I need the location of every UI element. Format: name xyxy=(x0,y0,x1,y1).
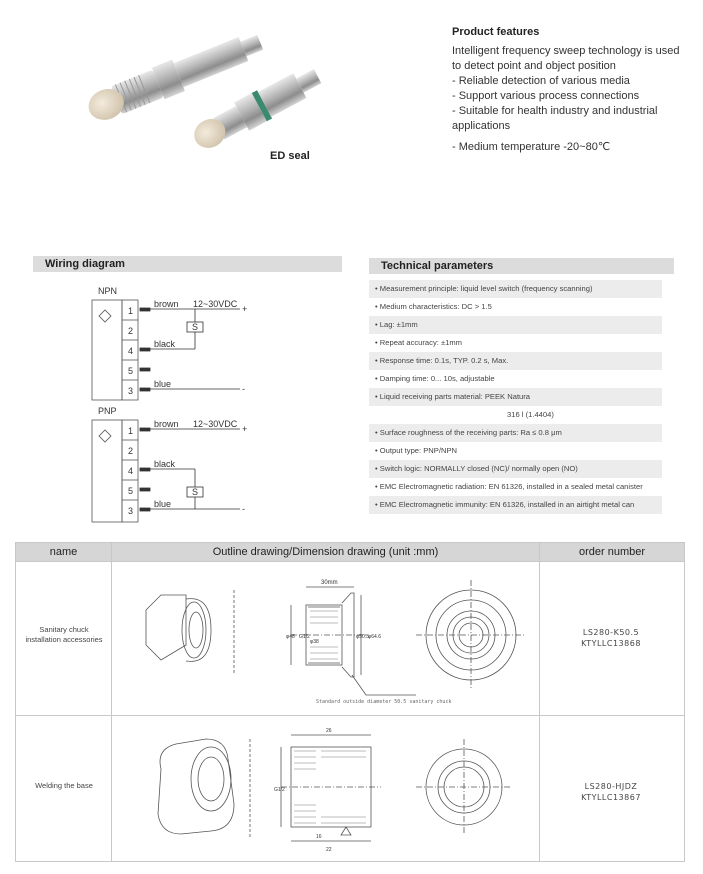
svg-text:φ50.5: φ50.5 xyxy=(356,634,369,640)
tech-param-row: • Measurement principle: liquid level switch (frequency scanning) xyxy=(369,280,662,298)
supply-voltage: 12~30VDC xyxy=(193,299,238,309)
order-number xyxy=(546,781,676,803)
svg-text:φ48: φ48 xyxy=(286,634,295,640)
pin-number: 2 xyxy=(128,446,134,456)
pin-number: 3 xyxy=(128,506,134,516)
tech-param-row: 316 l (1.4404) xyxy=(507,410,554,419)
order-code: LS280-HJDZ xyxy=(584,782,638,791)
drawing-note: Standard outside diameter 50.5 sanitary chuck xyxy=(316,699,452,705)
order-code: LS280-K50.5 xyxy=(582,628,640,637)
svg-text:φ64.6: φ64.6 xyxy=(368,634,381,640)
tech-param-row: • Liquid receiving parts material: PEEK Natura xyxy=(369,388,662,406)
features-title: Product features xyxy=(452,26,540,38)
tech-param-row: • Medium characteristics: DC > 1.5 xyxy=(375,302,492,311)
svg-text:S: S xyxy=(192,322,199,332)
wiring-diagram-header: Wiring diagram xyxy=(33,256,342,272)
tech-param-row: • EMC Electromagnetic radiation: EN 61326, installed in a sealed metal canister xyxy=(375,482,643,491)
wire-label-black: black xyxy=(154,339,176,349)
col-header-name: name xyxy=(16,543,111,561)
tech-param-row: • EMC Electromagnetic immunity: EN 61326, installed in an airtight metal can xyxy=(369,496,662,514)
tech-param-row: • Response time: 0.1s, TYP. 0.2 s, Max. xyxy=(369,352,662,370)
npn-sensor-body xyxy=(92,300,122,400)
tech-param-row: • Surface roughness of the receiving parts: Ra ≤ 0.8 μm xyxy=(369,424,662,442)
order-id: KTYLLC13868 xyxy=(581,639,641,648)
welding-base-drawing xyxy=(116,719,536,859)
feature-bullet: - Support various process connections xyxy=(452,90,640,102)
pin-number: 4 xyxy=(128,466,134,476)
sanitary-chuck-drawing xyxy=(116,565,536,713)
sensor-symbol-icon xyxy=(99,310,111,322)
product-photos xyxy=(70,20,330,170)
technical-parameters-list xyxy=(369,280,662,514)
wire-label-brown: brown xyxy=(154,299,179,309)
plus-terminal: + xyxy=(242,424,248,434)
pnp-sensor-body xyxy=(92,420,122,522)
col-header-order: order number xyxy=(540,543,684,561)
pin-number: 2 xyxy=(128,326,134,336)
svg-text:16: 16 xyxy=(316,834,322,840)
tech-param-row: • Switch logic: NORMALLY closed (NC)/ normally open (NO) xyxy=(369,460,662,478)
features-intro: Intelligent frequency sweep technology is used to detect point and object position xyxy=(452,45,680,72)
pin-number: 3 xyxy=(128,386,134,396)
plus-terminal: + xyxy=(242,304,248,314)
svg-text:26: 26 xyxy=(326,728,332,734)
wire-label-blue: blue xyxy=(154,379,172,389)
tech-param-row: • Repeat accuracy: ±1mm xyxy=(375,338,463,347)
pin-number: 4 xyxy=(128,346,134,356)
technical-parameters-header: Technical parameters xyxy=(369,258,674,274)
svg-text:30mm: 30mm xyxy=(321,580,338,586)
feature-bullet: - Medium temperature -20~80℃ xyxy=(452,141,611,153)
feature-bullet: - Suitable for health industry and industrial applications xyxy=(452,105,658,132)
svg-text:φ38: φ38 xyxy=(310,639,319,645)
svg-text:22: 22 xyxy=(326,847,332,853)
photo-caption: ED seal xyxy=(270,150,310,162)
wire-label-brown: brown xyxy=(154,419,179,429)
pin-number: 1 xyxy=(128,426,134,436)
product-features xyxy=(452,26,687,155)
minus-terminal: - xyxy=(242,504,245,514)
order-number xyxy=(546,627,676,649)
feature-bullet: - Reliable detection of various media xyxy=(452,75,630,87)
tech-param-row: • Damping time: 0... 10s, adjustable xyxy=(375,374,495,383)
pin-number: 1 xyxy=(128,306,134,316)
row-name: Sanitary chuck installation accessories xyxy=(25,625,103,644)
svg-text:G1/2: G1/2 xyxy=(274,787,285,793)
sensor-symbol-icon xyxy=(99,430,111,442)
wire-label-black: black xyxy=(154,459,176,469)
supply-voltage: 12~30VDC xyxy=(193,419,238,429)
minus-terminal: - xyxy=(242,384,245,394)
accessories-table xyxy=(15,542,685,862)
wiring-diagram xyxy=(70,282,340,532)
wire-label-blue: blue xyxy=(154,499,172,509)
pin-number: 5 xyxy=(128,486,134,496)
svg-text:G1/2: G1/2 xyxy=(299,634,310,640)
tech-param-row: • Output type: PNP/NPN xyxy=(375,446,458,455)
pnp-label: PNP xyxy=(98,406,117,416)
svg-text:S: S xyxy=(192,487,199,497)
col-header-drawing: Outline drawing/Dimension drawing (unit :mm) xyxy=(112,543,539,561)
tech-param-row: • Lag: ±1mm xyxy=(369,316,662,334)
row-name: Welding the base xyxy=(35,781,93,790)
order-id: KTYLLC13867 xyxy=(581,793,641,802)
pin-number: 5 xyxy=(128,366,134,376)
npn-label: NPN xyxy=(98,286,118,296)
